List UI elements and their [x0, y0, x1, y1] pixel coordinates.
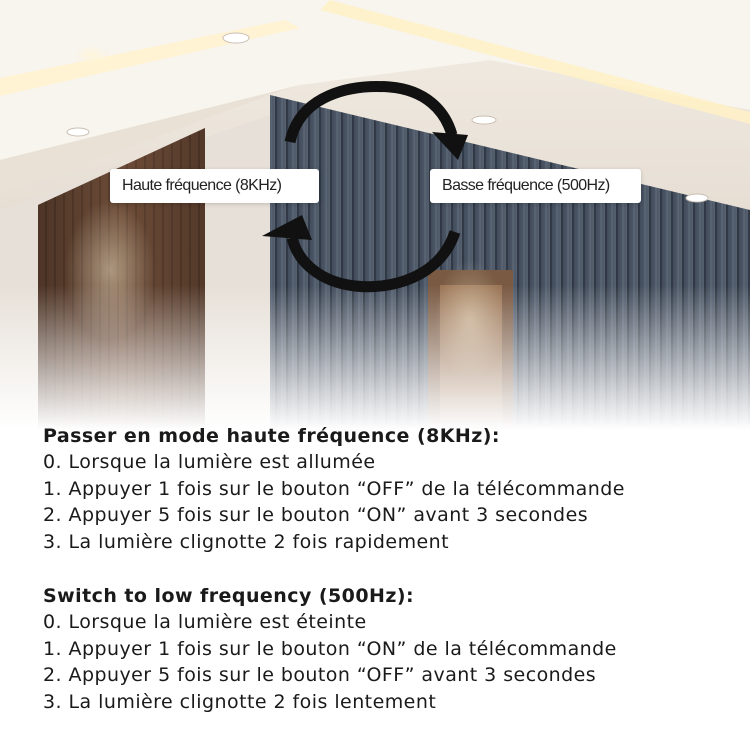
low-frequency-heading: Switch to low frequency (500Hz): [43, 585, 415, 607]
high-frequency-label: Haute fréquence (8KHz) [110, 169, 319, 203]
high-frequency-heading: Passer en mode haute fréquence (8KHz): [43, 425, 500, 447]
step-2: 2. Appuyer 5 fois sur le bouton “OFF” avant 3 secondes [43, 664, 597, 687]
step-1: 1. Appuyer 1 fois sur le bouton “OFF” de la télécommande [43, 477, 625, 500]
low-frequency-label: Basse fréquence (500Hz) [430, 169, 641, 203]
step-3: 3. La lumière clignotte 2 fois rapidement [43, 530, 450, 553]
step-1: 1. Appuyer 1 fois sur le bouton “ON” de la télécommande [43, 637, 617, 660]
step-3: 3. La lumière clignotte 2 fois lentement [43, 690, 437, 713]
low-frequency-instructions [43, 583, 743, 715]
step-0: 0. Lorsque la lumière est allumée [43, 451, 376, 474]
high-frequency-instructions [43, 423, 743, 555]
step-0: 0. Lorsque la lumière est éteinte [43, 611, 367, 634]
step-2: 2. Appuyer 5 fois sur le bouton “ON” avant 3 secondes [43, 504, 589, 527]
